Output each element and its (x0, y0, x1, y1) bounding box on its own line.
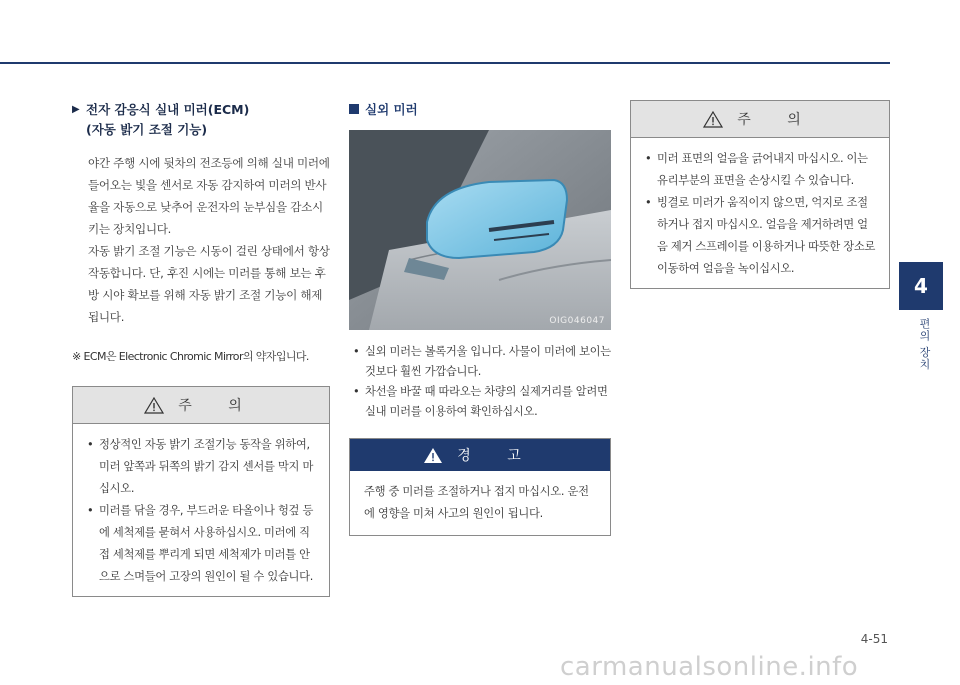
caution-box-1-list (73, 424, 329, 596)
warning-box-text: 주행 중 미러를 조절하거나 접지 마십시오. 운전에 영향을 미쳐 사고의 원인이 됩니다. (364, 485, 589, 520)
caution-box-2-title: 주 의 (737, 112, 817, 128)
ecm-body (72, 152, 330, 328)
middle-column (349, 100, 611, 536)
warning-box (349, 438, 611, 536)
chapter-tab: 4 (899, 262, 943, 310)
warning-box-title: 경 고 (457, 448, 537, 464)
list-item: • 빙결로 미러가 움직이지 않으면, 억지로 조절하거나 접지 마십시오. 얼음을 제거하려면 얼음 제거 스프레이를 이용하거나 따뜻한 장소로 이동하여 얼음을 녹이십시오. (645, 192, 877, 280)
caution-box-1 (72, 386, 330, 597)
watermark: carmanualsonline.info (560, 652, 859, 682)
triangle-bullet-icon: ▶ (72, 104, 80, 115)
warning-triangle-icon (703, 111, 723, 128)
warning-box-header (350, 439, 610, 471)
right-column (630, 100, 890, 289)
warning-triangle-icon (423, 447, 443, 464)
page-number: 4-51 (860, 632, 888, 646)
top-rule (0, 62, 890, 64)
square-bullet-icon (349, 104, 359, 114)
caution-box-1-title: 주 의 (178, 398, 258, 414)
outside-mirror-heading-text: 실외 미러 (365, 102, 418, 117)
ecm-body-paragraph-1: 야간 주행 시에 뒷차의 전조등에 의해 실내 미러에 들어오는 빛을 센서로 자동 감지하여 미러의 반사율을 자동으로 낮추어 운전자의 눈부심을 감소시키는 장치입니다. (88, 156, 330, 236)
left-column (72, 100, 330, 597)
caution-box-2 (630, 100, 890, 289)
ecm-heading-line2: (자동 밝기 조절 기능) (86, 122, 208, 137)
caution-box-1-header (73, 387, 329, 424)
list-item: • 실외 미러는 볼록거울 입니다. 사물이 미러에 보이는 것보다 훨씬 가깝습니다. (349, 342, 611, 382)
image-code: OIG046047 (549, 316, 605, 326)
side-mirror-illustration (349, 130, 611, 330)
chapter-tab-label: 편의 장치 (918, 318, 931, 371)
ecm-note: ※ ECM은 Electronic Chromic Mirror의 약자입니다. (72, 350, 309, 363)
list-item: • 정상적인 자동 밝기 조절기능 동작을 위하여, 미러 앞쪽과 뒤쪽의 밝기 감지 센서를 막지 마십시오. (87, 434, 317, 500)
list-item: • 차선을 바꿀 때 따라오는 차량의 실제거리를 알려면 실내 미러를 이용하여 확인하십시오. (349, 382, 611, 422)
ecm-heading (72, 100, 330, 140)
outside-mirror-photo (349, 130, 611, 330)
outside-mirror-bullets (349, 342, 611, 422)
ecm-body-paragraph-2: 자동 밝기 조절 기능은 시동이 걸린 상태에서 항상 작동합니다. 단, 후진 시에는 미러를 통해 보는 후방 시야 확보를 위해 자동 밝기 조절 기능이 해제됩니다. (88, 244, 330, 324)
caution-box-2-list (631, 138, 889, 288)
outside-mirror-heading (349, 100, 611, 118)
warning-triangle-icon (144, 397, 164, 414)
list-item: • 미러 표면의 얼음을 긁어내지 마십시오. 이는 유리부분의 표면을 손상시킬 수 있습니다. (645, 148, 877, 192)
caution-box-2-header (631, 101, 889, 138)
ecm-heading-line1: 전자 감응식 실내 미러(ECM) (86, 102, 250, 117)
list-item: • 미러를 닦을 경우, 부드러운 타올이나 헝겊 등에 세척제를 묻혀서 사용하십시오. 미러에 직접 세척제를 뿌리게 되면 세척제가 미러틀 안으로 스며들어 고장의 원인이 될 수 있습니다. (87, 500, 317, 588)
